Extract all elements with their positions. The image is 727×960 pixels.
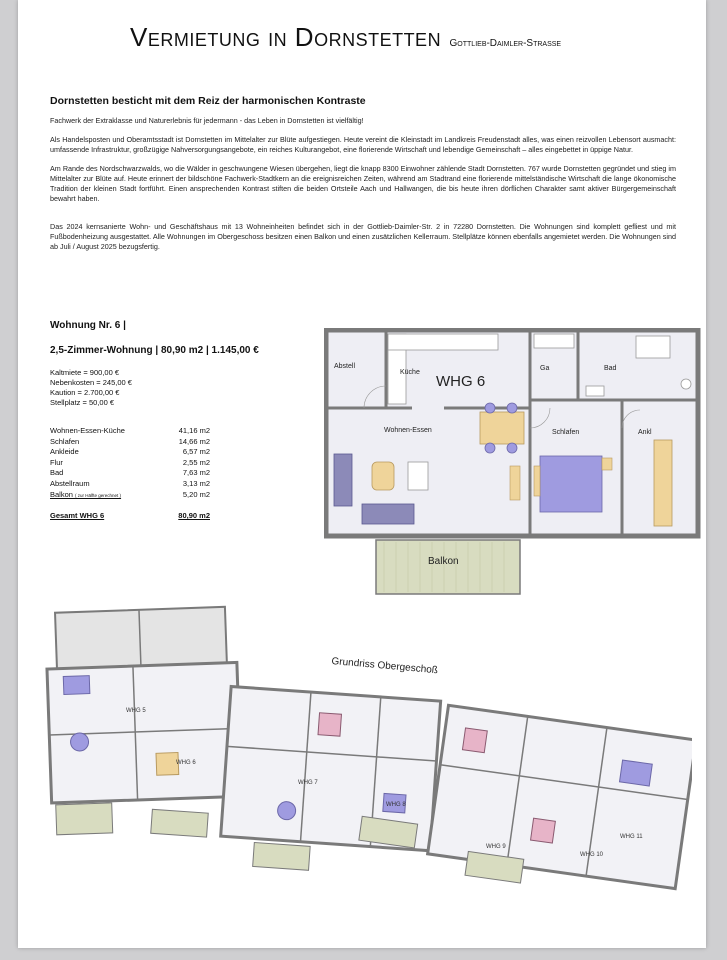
room-label-kueche: Küche	[400, 369, 420, 376]
room-name: Ankleide	[50, 447, 79, 457]
coffee-table	[372, 462, 394, 490]
room-name: Wohnen-Essen-Küche	[50, 426, 125, 435]
room-label-balkon: Balkon	[428, 556, 459, 567]
intro-paragraph-4: Das 2024 kernsanierte Wohn- und Geschäftshaus mit 13 Wohneinheiten befindet sich in der Gottlieb-Daimler-Str. 2 in 72280 Dornstetten. Die Wohnungen sind komplett gefliest und mit Fußbodenheizung ausgestattet. Alle Wohnungen im Obergeschoss besitzen einen Balkon und einen zusätzlichen Kellerraum. Stellplätze können ebenfalls angemietet werden. Die Wohnungen sind ab Juli / August 2025 bezugsfertig.	[50, 222, 676, 251]
cost-item: Kaution = 2.700,00 €	[50, 388, 120, 397]
overview-drawing	[36, 604, 692, 904]
room-name: Abstellraum	[50, 478, 90, 488]
sink	[586, 386, 604, 396]
overview-unit-label: WHG 8	[386, 802, 406, 808]
balcony	[376, 540, 520, 594]
floor-overview-plan	[36, 604, 692, 904]
unit-floor-plan	[324, 328, 702, 598]
overview-unit-label: WHG 6	[176, 760, 196, 766]
room-row-balcony	[50, 490, 210, 502]
overview-unit-label: WHG 11	[620, 834, 643, 840]
room-name: Balkon	[50, 489, 73, 499]
room-row	[50, 479, 210, 490]
room-list	[50, 426, 210, 501]
toilet	[681, 379, 691, 389]
utility-shelf	[534, 334, 574, 348]
room-area: 5,20 m2	[182, 489, 210, 499]
document-page	[18, 0, 706, 948]
room-row	[50, 458, 210, 469]
sofa	[334, 454, 352, 506]
room-label-bad: Bad	[604, 365, 617, 372]
balcony-note: ( zur Hälfte gerechnet )	[75, 492, 122, 498]
room-area: 6,57 m2	[182, 447, 210, 457]
dresser	[534, 466, 540, 496]
cost-item: Kaltmiete = 900,00 €	[50, 368, 120, 377]
room-area: 7,63 m2	[182, 468, 210, 478]
kitchen-counter-top	[388, 334, 498, 350]
page-title	[130, 22, 561, 53]
room-area: 41,16 m2	[178, 426, 210, 435]
room-label-ankl: Ankl	[638, 429, 652, 436]
intro-paragraph-2: Als Handelsposten und Oberamtsstadt ist Dornstetten im Mittelalter zur Blüte aufgestiegen. Heute vereint die Kleinstadt im Landkreis Freudenstadt alles, was einen reizvollen Lebensort ausmacht: umfassende Infrastruktur, großzügige Nahversorgungsangebote, ein reiches Kulturangebot, eine florierende Wirtschaft und lebendige Gemeinschaft – alles eingebettet in üppige Natur.	[50, 135, 676, 154]
cost-item: Stellplatz = 50,00 €	[50, 398, 115, 407]
room-label-ga: Ga	[540, 365, 550, 372]
room-area: 14,66 m2	[178, 436, 210, 446]
room-area: 3,13 m2	[182, 478, 210, 488]
unit-number: Wohnung Nr. 6 |	[50, 320, 126, 331]
total-area: 80,90 m2	[178, 511, 210, 521]
room-row	[50, 426, 210, 437]
wardrobe	[654, 440, 672, 526]
room-row	[50, 447, 210, 458]
intro-section	[50, 96, 676, 261]
dining-table	[480, 412, 524, 444]
room-area: 2,55 m2	[182, 457, 210, 467]
title-main: Vermietung in Dornstetten	[130, 22, 442, 52]
room-label-wohnen: Wohnen-Essen	[384, 427, 432, 434]
bed	[540, 456, 602, 512]
shelf	[510, 466, 520, 500]
room-name: Bad	[50, 468, 64, 478]
bathtub	[636, 336, 670, 358]
intro-paragraph-3: Am Rande des Nordschwarzwalds, wo die Wälder in geschwungene Wiesen übergehen, liegt die knapp 8300 Einwohner zählende Stadt Dornstetten. 767 wurde Dornstetten gegründet und stieg im Mittelalter zur Blüte auf. Heute erinnert der bildschöne Fachwerk-Stadtkern an die ereignisreichen Zeiten, während am Stadtrand eine florierende mittelständische Wirtschaft die lange ökonomische Tradition der kleinen Stadt fortführt. Einen ansprechenden Kontrast stiften die beiden Ortsteile Aach und Hallwangen, die bis heute ihren dörflichen Charakter samt aktiver Bürgergemeinschaft bewahrt haben.	[50, 164, 676, 203]
overview-caption: Grundriss Obergeschoß	[331, 656, 439, 677]
room-row	[50, 468, 210, 479]
overview-unit-label: WHG 10	[580, 852, 604, 858]
floor-plan-drawing	[324, 328, 702, 598]
overview-unit-label: WHG 7	[298, 780, 318, 786]
intro-paragraph-1: Fachwerk der Extraklasse und Naturerlebnis für jedermann - das Leben in Dornstetten ist vielfältig!	[50, 116, 364, 125]
nightstand	[602, 458, 612, 470]
room-name: Flur	[50, 457, 63, 467]
sofa-bottom	[362, 504, 414, 524]
cost-item: Nebenkosten = 245,00 €	[50, 378, 132, 387]
room-label-abstell: Abstell	[334, 363, 356, 370]
armchair	[408, 462, 428, 490]
unit-headline: 2,5-Zimmer-Wohnung | 80,90 m2 | 1.145,00 €	[50, 345, 259, 356]
cost-list	[50, 368, 300, 408]
overview-unit-label: WHG 5	[126, 708, 146, 714]
unit-details	[50, 320, 300, 520]
room-label-schlafen: Schlafen	[552, 429, 580, 436]
room-name: Schlafen	[50, 436, 80, 446]
overview-left-block	[45, 606, 243, 834]
overview-unit-label: WHG 9	[486, 844, 506, 850]
intro-heading: Dornstetten besticht mit dem Reiz der harmonischen Kontraste	[50, 95, 366, 107]
total-name: Gesamt WHG 6	[50, 511, 105, 521]
total-row	[50, 511, 210, 520]
room-row	[50, 437, 210, 448]
title-subtitle: Gottlieb-Daimler-Strasse	[449, 38, 562, 49]
plan-unit-label: WHG 6	[436, 373, 486, 390]
